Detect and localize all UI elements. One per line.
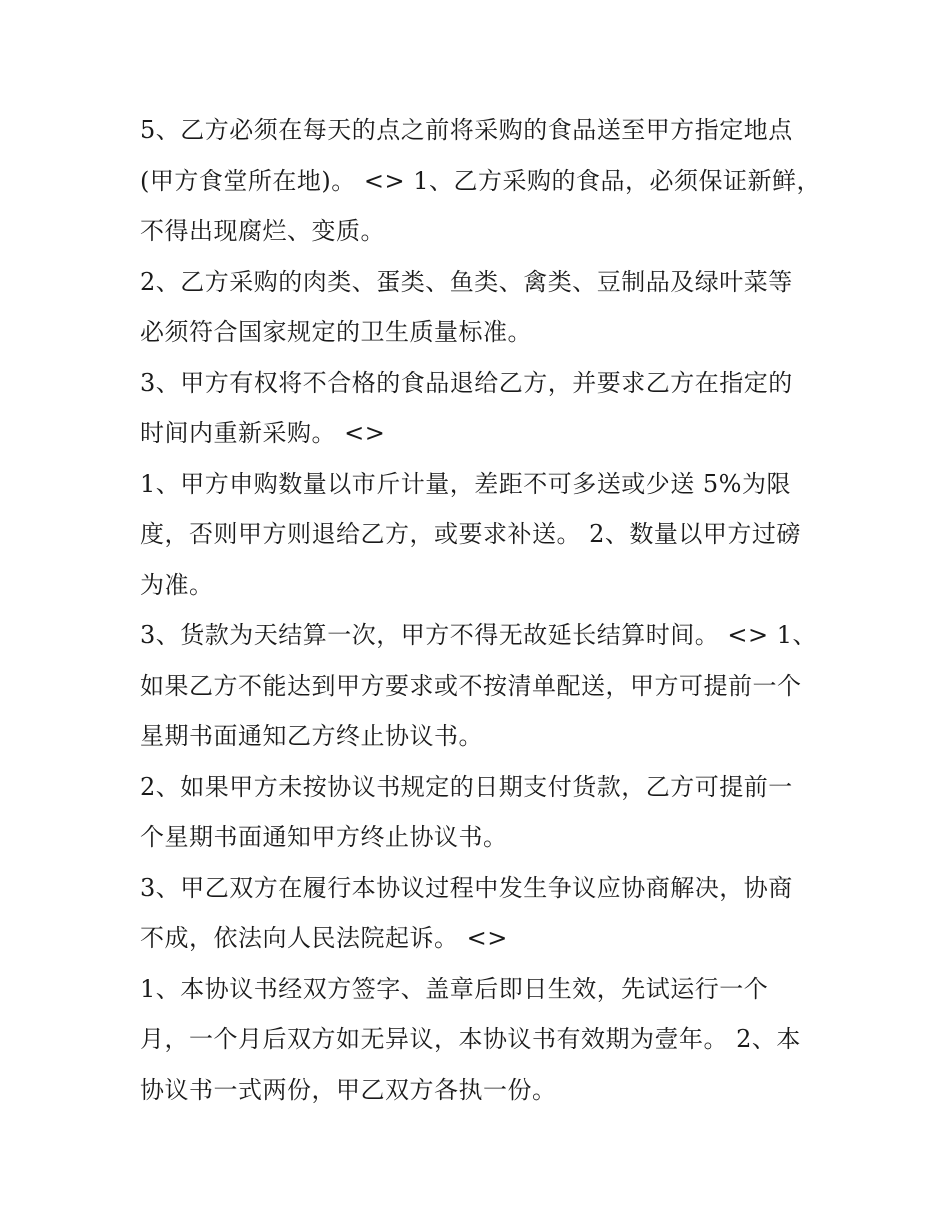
text-line: (甲方食堂所在地)。 <> 1、乙方采购的食品，必须保证新鲜， bbox=[140, 166, 821, 195]
document-body bbox=[140, 105, 820, 1115]
text-line: 时间内重新采购。 <> bbox=[140, 419, 386, 447]
text-line: 1、本协议书经双方签字、盖章后即日生效，先试运行一个 bbox=[140, 974, 769, 1003]
text-line: 个星期书面通知甲方终止协议书。 bbox=[140, 823, 508, 851]
text-line: 为准。 bbox=[140, 570, 214, 599]
text-line: 度，否则甲方则退给乙方，或要求补送。 2、数量以甲方过磅 bbox=[140, 520, 801, 548]
text-line: 1、甲方申购数量以市斤计量，差距不可多送或少送 5%为限 bbox=[140, 469, 791, 498]
text-line: 必须符合国家规定的卫生质量标准。 bbox=[140, 318, 532, 346]
text-line: 不成，依法向人民法院起诉。 <> bbox=[140, 924, 508, 952]
text-line: 3、甲方有权将不合格的食品退给乙方，并要求乙方在指定的 bbox=[140, 368, 793, 397]
text-line: 3、甲乙双方在履行本协议过程中发生争议应协商解决，协商 bbox=[140, 873, 793, 902]
text-line: 月，一个月后双方如无异议，本协议书有效期为壹年。 2、本 bbox=[140, 1025, 801, 1053]
text-line: 不得出现腐烂、变质。 bbox=[140, 217, 385, 245]
text-line: 如果乙方不能达到甲方要求或不按清单配送，甲方可提前一个 bbox=[140, 671, 802, 700]
text-line: 2、乙方采购的肉类、蛋类、鱼类、禽类、豆制品及绿叶菜等 bbox=[140, 267, 793, 296]
text-line: 2、如果甲方未按协议书规定的日期支付货款，乙方可提前一 bbox=[140, 772, 793, 801]
text-line: 3、货款为天结算一次，甲方不得无故延长结算时间。 <> 1、 bbox=[140, 621, 818, 649]
text-line: 星期书面通知乙方终止协议书。 bbox=[140, 722, 483, 750]
text-line: 5、乙方必须在每天的点之前将采购的食品送至甲方指定地点 bbox=[140, 116, 793, 144]
text-line: 协议书一式两份，甲乙双方各执一份。 bbox=[140, 1075, 557, 1104]
